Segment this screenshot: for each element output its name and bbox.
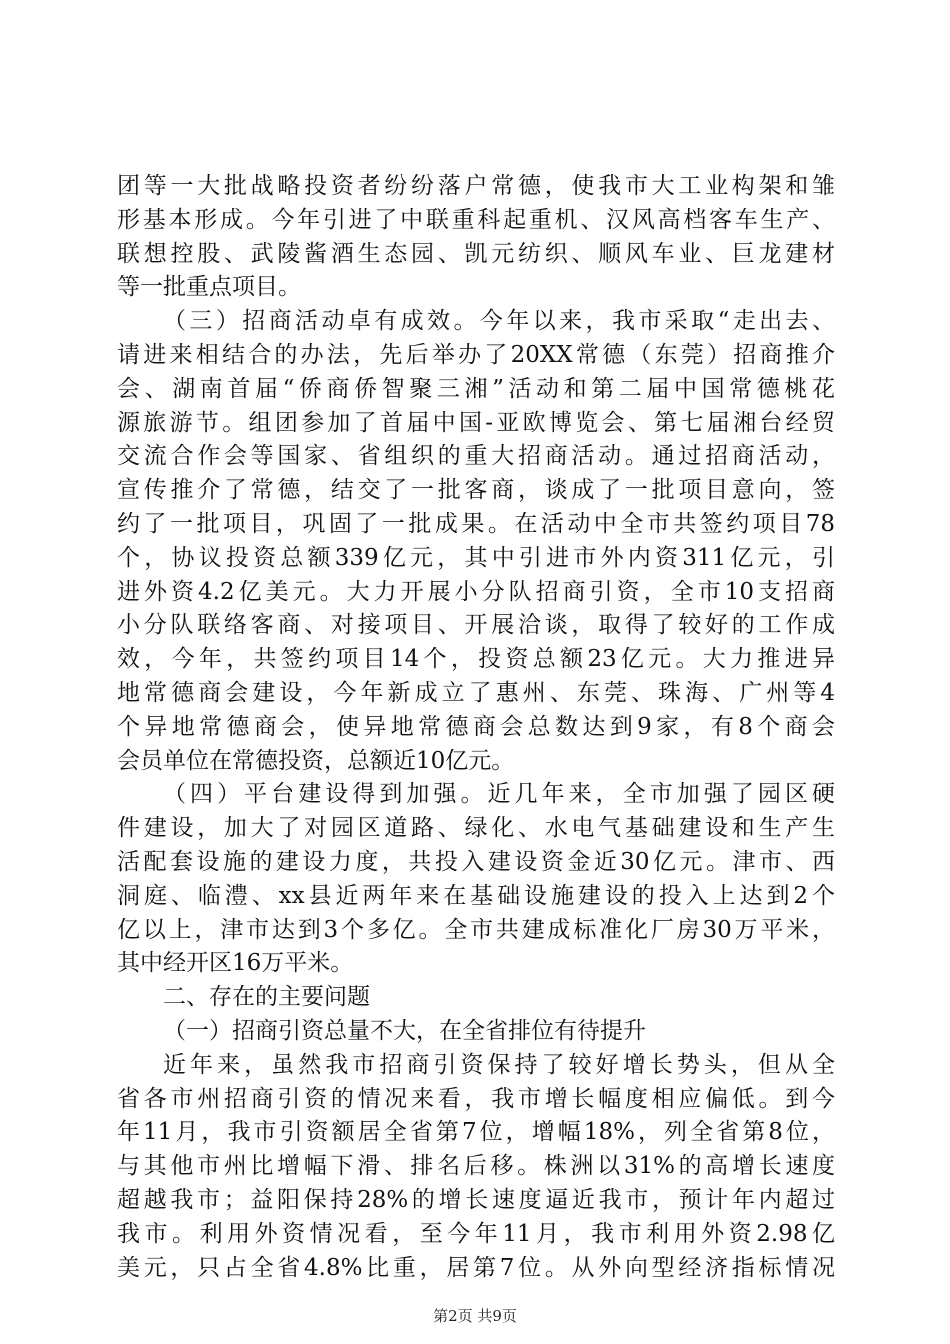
text-line: 超越我市；益阳保持28%的增长速度逼近我市，预计年内超过 [117,1186,835,1213]
text-line: 与其他市州比增幅下滑、排名后移。株洲以31%的高增长速度 [117,1153,835,1180]
text-line: 个，协议投资总额339亿元，其中引进市外内资311亿元，引 [117,544,835,571]
text-line: 活配套设施的建设力度，共投入建设资金近30亿元。津市、西 [117,848,835,875]
section-heading-4: （四）平台建设得到加强。近几年来，全市加强了园区硬 [163,781,835,808]
text-line: 地常德商会建设，今年新成立了惠州、东莞、珠海、广州等4 [117,679,835,706]
text-line: 交流合作会等国家、省组织的重大招商活动。通过招商活动， [117,443,835,470]
text-line: 形基本形成。今年引进了中联重科起重机、汉风高档客车生产、 [117,206,835,233]
text-line: 年11月，我市引资额居全省第7位，增幅18%，列全省第8位， [117,1119,835,1146]
text-line: 洞庭、临澧、xx县近两年来在基础设施建设的投入上达到2个 [117,882,835,909]
text-line: 小分队联络客商、对接项目、开展洽谈，取得了较好的工作成 [117,612,835,639]
text-line: 联想控股、武陵酱酒生态园、凯元纺织、顺风车业、巨龙建材 [117,240,835,267]
text-line: 个异地常德商会，使异地常德商会总数达到9家，有8个商会 [117,713,835,740]
text-line: 约了一批项目，巩固了一批成果。在活动中全市共签约项目78 [117,510,835,537]
text-line: 我市。利用外资情况看，至今年11月，我市利用外资2.98亿 [117,1220,835,1247]
text-line: 其中经开区16万平米。 [117,950,354,977]
page-footer: 第2页 共9页 [433,1307,517,1325]
text-line: 源旅游节。组团参加了首届中国-亚欧博览会、第七届湘台经贸 [117,409,835,436]
text-line: 团等一大批战略投资者纷纷落户常德，使我市大工业构架和雏 [117,173,835,199]
text-line: 会员单位在常德投资，总额近10亿元。 [117,747,515,774]
text-line: 美元，只占全省4.8%比重，居第7位。从外向型经济指标情况 [117,1254,835,1281]
text-line: 等一批重点项目。 [117,274,301,301]
text-line: 省各市州招商引资的情况来看，我市增长幅度相应偏低。到今 [117,1085,835,1112]
text-line: 效，今年，共签约项目14个，投资总额23亿元。大力推进异 [117,646,835,673]
text-line: 进外资4.2亿美元。大力开展小分队招商引资，全市10支招商 [117,578,835,605]
text-line: 会、湖南首届“侨商侨智聚三湘”活动和第二届中国常德桃花 [117,375,835,402]
text-line: 件建设，加大了对园区道路、绿化、水电气基础建设和生产生 [117,815,835,842]
section-heading-3: （三）招商活动卓有成效。今年以来，我市采取“走出去、 [163,308,835,335]
text-line: 宣传推介了常德，结交了一批客商，谈成了一批项目意向，签 [117,477,835,504]
chapter-heading: 二、存在的主要问题 [163,984,370,1011]
text-line: 请进来相结合的办法，先后举办了20XX常德（东莞）招商推介 [117,341,835,368]
text-line: 近年来，虽然我市招商引资保持了较好增长势头，但从全 [163,1051,835,1078]
subsection-heading: （一）招商引资总量不大，在全省排位有待提升 [163,1017,646,1044]
body-text [117,170,835,1285]
text-line: 亿以上，津市达到3个多亿。全市共建成标准化厂房30万平米， [117,916,835,943]
